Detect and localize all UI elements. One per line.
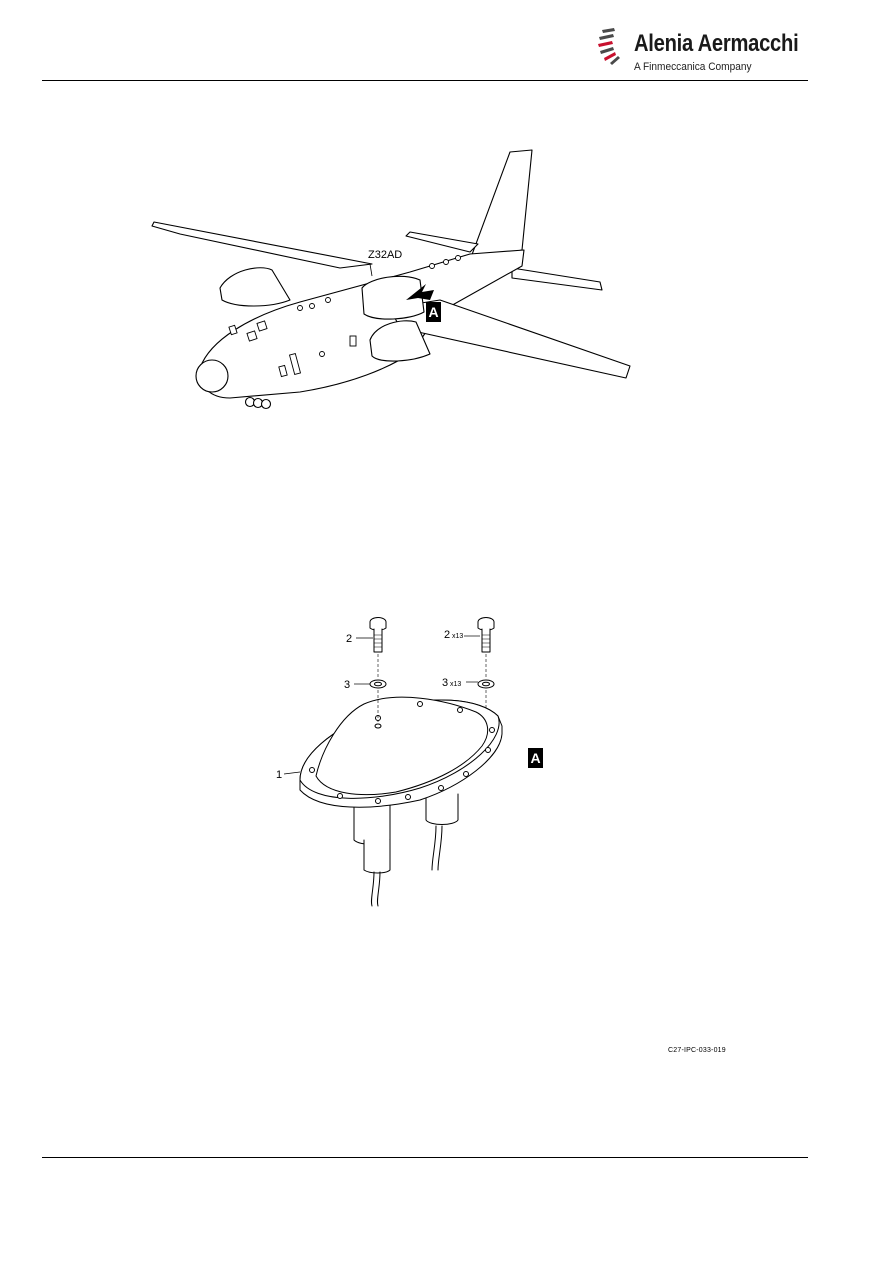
vertical-tail: [470, 150, 532, 260]
screw-left: [370, 618, 386, 653]
connector-right: [426, 794, 458, 825]
callout-qty-2: x13: [452, 633, 464, 640]
footer-rule: [42, 1157, 808, 1158]
antenna-detail-illustration: [270, 608, 560, 908]
callout-qty-3: x13: [450, 681, 462, 688]
header-rule: [42, 80, 808, 81]
left-engine: [220, 268, 290, 306]
figure-reference: C27-IPC-033-019: [668, 1047, 726, 1054]
aircraft-location-illustration: [140, 140, 660, 430]
left-wing: [152, 222, 372, 268]
logo-mark-icon: [594, 24, 634, 68]
svg-text:A: A: [428, 304, 439, 320]
connector-left: [354, 804, 390, 845]
callout-item-2-multi: 2: [444, 629, 451, 641]
brand-tagline: A Finmeccanica Company: [634, 61, 752, 73]
zone-label: Z32AD: [368, 249, 403, 261]
callout-item-1: 1: [276, 769, 283, 781]
screw-right: [478, 618, 494, 653]
brand-name: Alenia Aermacchi: [634, 30, 799, 57]
company-logo: [594, 24, 809, 80]
callout-item-2: 2: [346, 633, 353, 645]
callout-item-3-multi: 3: [442, 677, 449, 689]
callout-item-3: 3: [344, 679, 351, 691]
svg-text:A: A: [530, 750, 541, 766]
nose-radome: [196, 360, 228, 392]
